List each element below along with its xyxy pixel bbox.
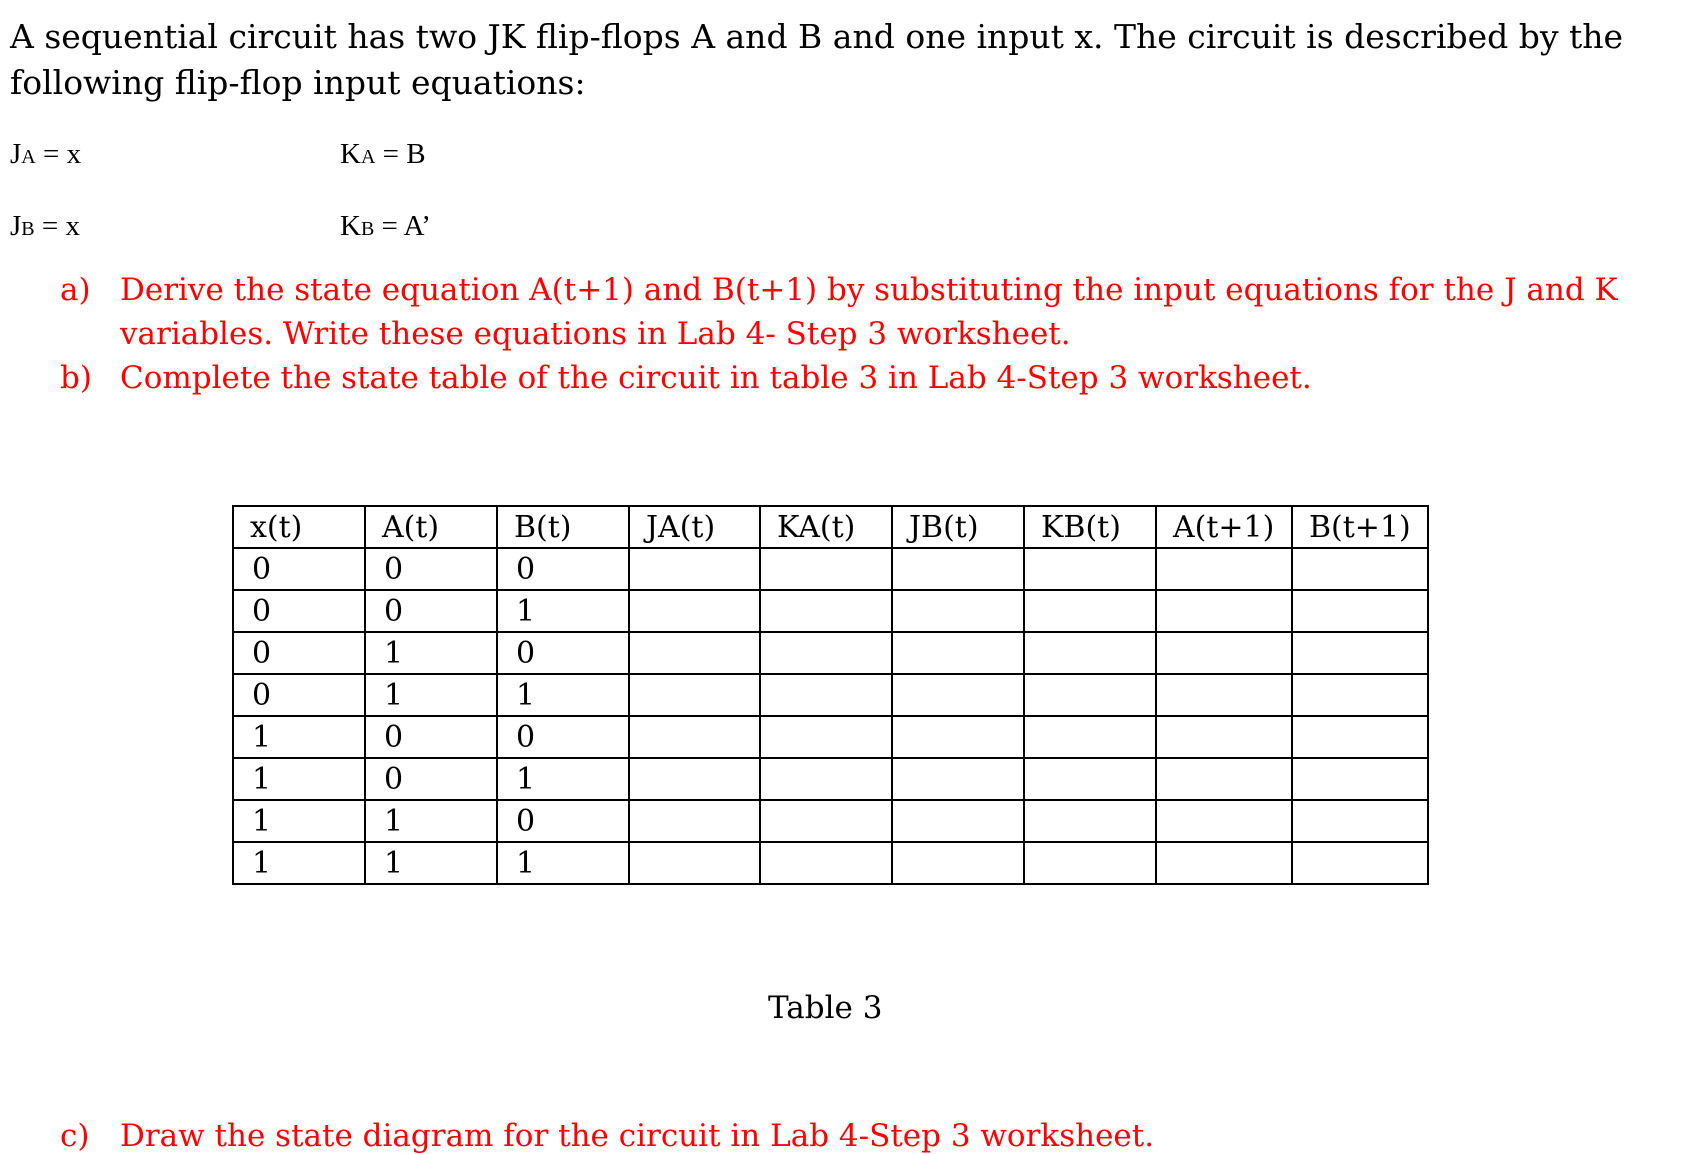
- table-empty-cell[interactable]: [1024, 842, 1156, 884]
- task-a-text: Derive the state equation A(t+1) and B(t+1) by substituting the input equations for the J and K variables. Write these equations in Lab 4- Step 3 worksheet.: [120, 272, 1618, 352]
- equation-kb-rhs: = A’: [374, 210, 431, 242]
- header-jb: JB(t): [892, 506, 1024, 548]
- table-empty-cell[interactable]: [892, 674, 1024, 716]
- table-cell: 0: [233, 674, 365, 716]
- table-empty-cell[interactable]: [629, 548, 760, 590]
- table-cell: 0: [233, 548, 365, 590]
- table-row: [233, 548, 1428, 590]
- task-a-label: a): [60, 272, 91, 308]
- table-empty-cell[interactable]: [1024, 800, 1156, 842]
- table-row: [233, 758, 1428, 800]
- table-cell: 1: [497, 842, 629, 884]
- table-cell: 1: [233, 758, 365, 800]
- table-row: [233, 800, 1428, 842]
- table-empty-cell[interactable]: [892, 590, 1024, 632]
- equation-jb-lhs: J: [10, 210, 22, 242]
- table-empty-cell[interactable]: [892, 716, 1024, 758]
- task-c-text: Draw the state diagram for the circuit in Lab 4-Step 3 worksheet.: [120, 1118, 1155, 1154]
- table-empty-cell[interactable]: [760, 548, 892, 590]
- table-empty-cell[interactable]: [1156, 674, 1292, 716]
- table-empty-cell[interactable]: [760, 800, 892, 842]
- table-empty-cell[interactable]: [1024, 674, 1156, 716]
- problem-intro: A sequential circuit has two JK flip-flops A and B and one input x. The circuit is described by the following flip-flop input equations:: [10, 17, 1624, 102]
- table-empty-cell[interactable]: [892, 632, 1024, 674]
- table-empty-cell[interactable]: [1292, 758, 1428, 800]
- table-empty-cell[interactable]: [892, 800, 1024, 842]
- table-empty-cell[interactable]: [1292, 674, 1428, 716]
- table-cell: 0: [233, 632, 365, 674]
- table-cell: 1: [233, 800, 365, 842]
- header-ka: KA(t): [760, 506, 892, 548]
- task-a: [60, 268, 1660, 356]
- table-cell: 0: [365, 590, 497, 632]
- table-row: [233, 716, 1428, 758]
- table-empty-cell[interactable]: [760, 590, 892, 632]
- table-caption: Table 3: [768, 990, 883, 1026]
- table-empty-cell[interactable]: [1156, 800, 1292, 842]
- equation-kb-sub: B: [360, 218, 375, 240]
- equation-ja-lhs: J: [10, 138, 22, 170]
- table-empty-cell[interactable]: [1156, 758, 1292, 800]
- table-row: [233, 842, 1428, 884]
- table-cell: 1: [497, 674, 629, 716]
- table-empty-cell[interactable]: [760, 674, 892, 716]
- table-empty-cell[interactable]: [1292, 842, 1428, 884]
- task-b-text: Complete the state table of the circuit in table 3 in Lab 4-Step 3 worksheet.: [120, 360, 1312, 396]
- table-empty-cell[interactable]: [760, 632, 892, 674]
- table-empty-cell[interactable]: [1156, 842, 1292, 884]
- table-empty-cell[interactable]: [1156, 632, 1292, 674]
- table-empty-cell[interactable]: [760, 716, 892, 758]
- task-c-label: c): [60, 1118, 90, 1154]
- table-row: [233, 632, 1428, 674]
- table-cell: 0: [365, 716, 497, 758]
- table-empty-cell[interactable]: [760, 758, 892, 800]
- header-a: A(t): [365, 506, 497, 548]
- header-b-next: B(t+1): [1292, 506, 1428, 548]
- header-ja: JA(t): [629, 506, 760, 548]
- table-empty-cell[interactable]: [629, 716, 760, 758]
- table-cell: 1: [365, 674, 497, 716]
- equation-ka-lhs: K: [340, 138, 361, 170]
- table-cell: 0: [233, 590, 365, 632]
- table-cell: 1: [365, 800, 497, 842]
- table-empty-cell[interactable]: [629, 590, 760, 632]
- table-cell: 1: [233, 842, 365, 884]
- equation-ka: [340, 138, 426, 171]
- equation-ja: [10, 138, 81, 171]
- table-cell: 0: [497, 716, 629, 758]
- task-list: [60, 268, 1660, 400]
- table-empty-cell[interactable]: [629, 800, 760, 842]
- state-table: [232, 505, 1429, 885]
- equation-ka-rhs: = B: [375, 138, 426, 170]
- table-empty-cell[interactable]: [892, 842, 1024, 884]
- equation-jb-rhs: = x: [34, 210, 80, 242]
- header-x: x(t): [233, 506, 365, 548]
- table-row: [233, 590, 1428, 632]
- header-a-next: A(t+1): [1156, 506, 1292, 548]
- table-cell: 0: [497, 548, 629, 590]
- table-empty-cell[interactable]: [1156, 548, 1292, 590]
- header-kb: KB(t): [1024, 506, 1156, 548]
- table-cell: 1: [365, 632, 497, 674]
- equation-ja-sub: A: [21, 146, 36, 168]
- table-empty-cell[interactable]: [1024, 632, 1156, 674]
- table-empty-cell[interactable]: [1292, 632, 1428, 674]
- table-empty-cell[interactable]: [629, 758, 760, 800]
- table-empty-cell[interactable]: [1292, 590, 1428, 632]
- table-empty-cell[interactable]: [892, 548, 1024, 590]
- equation-ka-sub: A: [360, 146, 376, 168]
- table-cell: 0: [497, 632, 629, 674]
- table-cell: 0: [365, 548, 497, 590]
- table-empty-cell[interactable]: [1292, 716, 1428, 758]
- table-header-row: [233, 506, 1428, 548]
- equation-kb: [340, 210, 431, 243]
- table-empty-cell[interactable]: [629, 842, 760, 884]
- table-row: [233, 674, 1428, 716]
- equation-jb-sub: B: [21, 218, 35, 240]
- table-empty-cell[interactable]: [629, 632, 760, 674]
- table-cell: 0: [365, 758, 497, 800]
- table-cell: 1: [233, 716, 365, 758]
- table-empty-cell[interactable]: [760, 842, 892, 884]
- table-empty-cell[interactable]: [1024, 758, 1156, 800]
- task-c: [60, 1118, 1154, 1154]
- equation-ja-rhs: = x: [35, 138, 82, 170]
- table-cell: 1: [365, 842, 497, 884]
- table-empty-cell[interactable]: [1156, 716, 1292, 758]
- table-empty-cell[interactable]: [1024, 590, 1156, 632]
- equation-kb-lhs: K: [340, 210, 361, 242]
- task-b: [60, 356, 1660, 400]
- table-empty-cell[interactable]: [1024, 548, 1156, 590]
- table-empty-cell[interactable]: [629, 674, 760, 716]
- table-empty-cell[interactable]: [892, 758, 1024, 800]
- table-cell: 1: [497, 758, 629, 800]
- task-b-label: b): [60, 360, 92, 396]
- equation-jb: [10, 210, 80, 243]
- table-cell: 1: [497, 590, 629, 632]
- table-empty-cell[interactable]: [1156, 590, 1292, 632]
- table-cell: 0: [497, 800, 629, 842]
- header-b: B(t): [497, 506, 629, 548]
- table-empty-cell[interactable]: [1024, 716, 1156, 758]
- table-empty-cell[interactable]: [1292, 800, 1428, 842]
- table-empty-cell[interactable]: [1292, 548, 1428, 590]
